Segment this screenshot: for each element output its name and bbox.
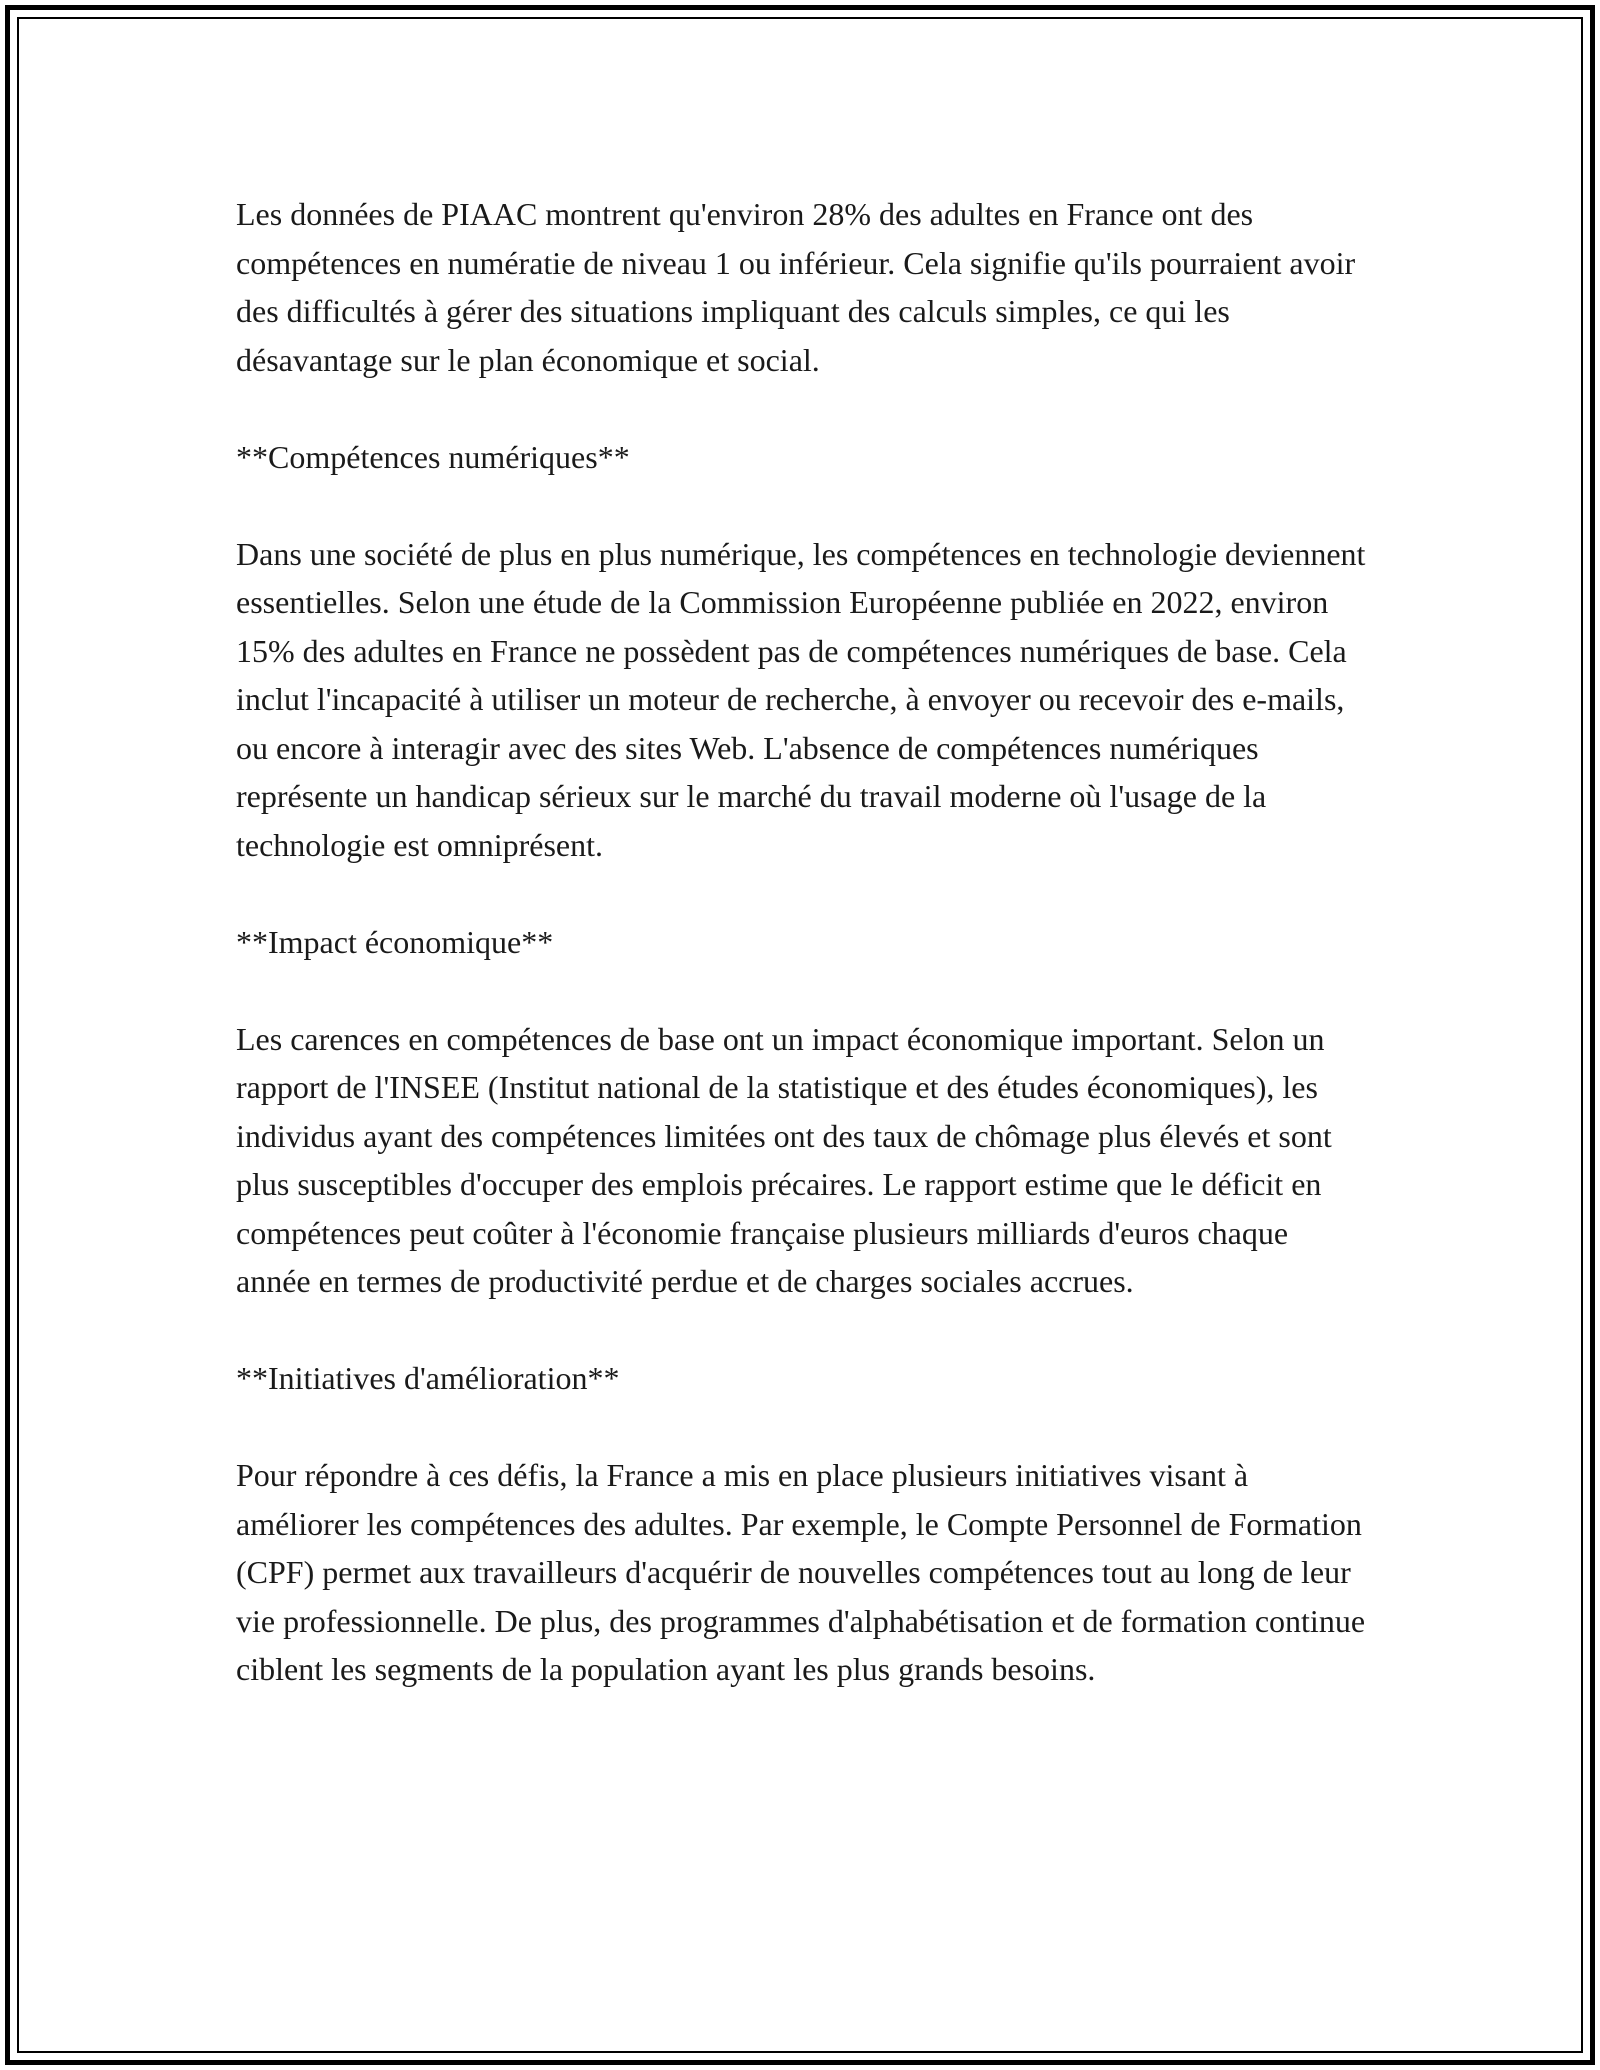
paragraph-digital-skills: Dans une société de plus en plus numérique, les compétences en technologie deviennent essentielles. Selon une étude de la Commission Européenne publiée en 2022, environ 15% des adultes en France ne possèdent pas de compétences numériques de base. Cela inclut l'incapacité à utiliser un moteur de recherche, à envoyer ou recevoir des e-mails, ou encore à interagir avec des sites Web. L'absence de compétences numériques représente un handicap sérieux sur le marché du travail moderne où l'usage de la technologie est omniprésent. [236, 535, 1366, 863]
paragraph-numeracy: Les données de PIAAC montrent qu'environ 28% des adultes en France ont des compétences en numératie de niveau 1 ou inférieur. Cela signifie qu'ils pourraient avoir des difficultés à gérer des situations impliquant des calculs simples, ce qui les désavantage sur le plan économique et social. [236, 196, 1356, 378]
heading-improvement-initiatives: **Initiatives d'amélioration** [236, 1360, 620, 1396]
document-body [236, 190, 1366, 1742]
heading-digital-skills: **Compétences numériques** [236, 438, 630, 475]
heading-economic-impact: **Impact économique** [236, 923, 554, 960]
paragraph-economic-impact: Les carences en compétences de base ont un impact économique important. Selon un rapport de l'INSEE (Institut national de la statistique et des études économiques), les individus ayant des compétences limitées ont des taux de chômage plus élevés et sont plus susceptibles d'occuper des emplois précaires. Le rapport estime que le déficit en compétences peut coûter à l'économie française plusieurs milliards d'euros chaque année en termes de productivité perdue et de charges sociales accrues. [236, 1020, 1332, 1299]
paragraph-improvement-initiatives: Pour répondre à ces défis, la France a mis en place plusieurs initiatives visant à améliorer les compétences des adultes. Par exemple, le Compte Personnel de Formation (CPF) permet aux travailleurs d'acquérir de nouvelles compétences tout au long de leur vie professionnelle. De plus, des programmes d'alphabétisation et de formation continue ciblent les segments de la population ayant les plus grands besoins. [236, 1457, 1366, 1687]
